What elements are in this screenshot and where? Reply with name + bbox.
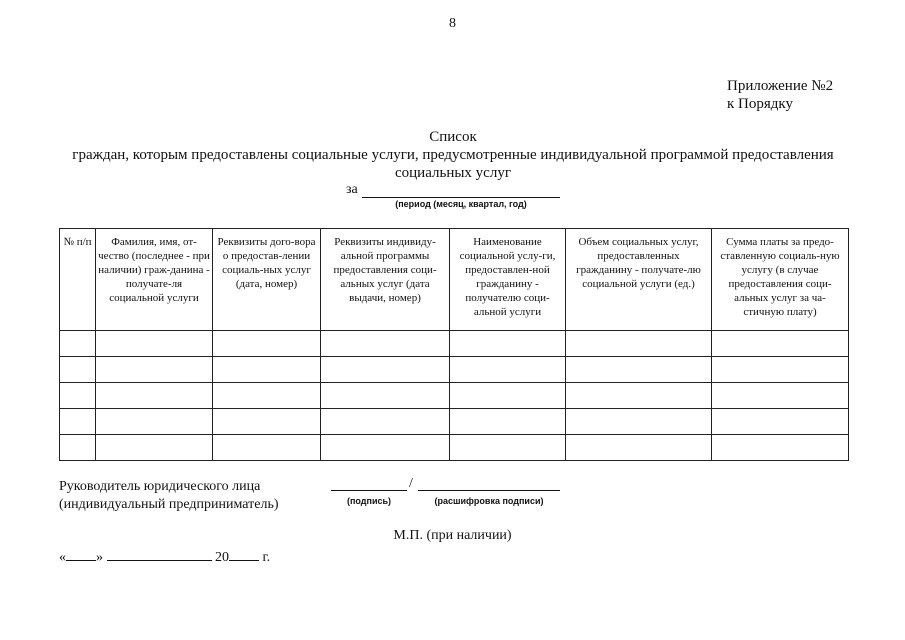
recipients-table	[59, 228, 849, 461]
table-cell[interactable]	[566, 409, 712, 435]
table-cell[interactable]	[566, 383, 712, 409]
table-cell[interactable]	[60, 435, 96, 461]
table-cell[interactable]	[96, 357, 213, 383]
table-cell[interactable]	[96, 383, 213, 409]
table-cell[interactable]	[60, 357, 96, 383]
table-header-row	[60, 229, 849, 331]
document-title	[40, 128, 866, 182]
col-header-service: Наименование социальной услу-ги, предоставлен-ной гражданину - получателю соци-альной услуги	[450, 229, 566, 331]
table-cell[interactable]	[60, 331, 96, 357]
period-field[interactable]	[362, 197, 560, 198]
date-line	[59, 546, 270, 566]
date-open-quote: «	[59, 550, 66, 565]
table-cell[interactable]	[566, 331, 712, 357]
table-cell[interactable]	[450, 409, 566, 435]
table-row	[60, 357, 849, 383]
table-row	[60, 331, 849, 357]
signature-decode-caption: (расшифровка подписи)	[434, 496, 544, 506]
signature-caption: (подпись)	[346, 496, 392, 506]
table-cell[interactable]	[712, 409, 849, 435]
col-header-program: Реквизиты индивиду-альной программы предоставления соци-альных услуг (дата выдачи, номер)	[321, 229, 450, 331]
table-cell[interactable]	[321, 383, 450, 409]
table-cell[interactable]	[450, 357, 566, 383]
col-header-volume: Объем социальных услуг, предоставленных гражданину - получате-лю социальной услуги (ед.)	[566, 229, 712, 331]
title-heading: Список	[429, 129, 477, 145]
table-cell[interactable]	[213, 331, 321, 357]
table-cell[interactable]	[321, 357, 450, 383]
table-body	[60, 331, 849, 461]
signature-slash: /	[409, 476, 413, 491]
table-cell[interactable]	[450, 331, 566, 357]
table-cell[interactable]	[566, 357, 712, 383]
table-cell[interactable]	[450, 383, 566, 409]
table-cell[interactable]	[213, 409, 321, 435]
signer-line2: (индивидуальный предприниматель)	[59, 497, 279, 512]
table-cell[interactable]	[213, 357, 321, 383]
col-header-payment: Сумма платы за предо-ставленную социаль-ную услугу (в случае предоставления соци-альных услуг за ча-стичную плату)	[712, 229, 849, 331]
table-cell[interactable]	[450, 435, 566, 461]
table-cell[interactable]	[566, 435, 712, 461]
table-cell[interactable]	[96, 435, 213, 461]
table-cell[interactable]	[96, 409, 213, 435]
table-cell[interactable]	[712, 383, 849, 409]
table-cell[interactable]	[96, 331, 213, 357]
title-line2: граждан, которым предоставлены социальные услуги, предусмотренные индивидуальной программой предоставления	[72, 147, 834, 163]
title-line3: социальных услуг	[395, 165, 511, 181]
signature-decode-field[interactable]	[418, 490, 560, 491]
appendix-reference	[727, 77, 833, 113]
date-close-quote: »	[96, 550, 103, 565]
date-day-field[interactable]	[66, 546, 96, 561]
date-year-suffix: г.	[262, 550, 271, 565]
table-cell[interactable]	[712, 435, 849, 461]
table-cell[interactable]	[213, 383, 321, 409]
table-row	[60, 409, 849, 435]
signature-field[interactable]	[331, 490, 407, 491]
appendix-line2: к Порядку	[727, 96, 793, 112]
table-cell[interactable]	[60, 383, 96, 409]
appendix-line1: Приложение №2	[727, 78, 834, 94]
period-caption: (период (месяц, квартал, год)	[395, 199, 527, 209]
col-header-name: Фамилия, имя, от-чество (последнее - при наличии) граж-данина - получате-ля социальной услуги	[96, 229, 213, 331]
date-year-prefix: 20	[215, 550, 229, 565]
page-number: 8	[449, 16, 456, 31]
date-year-field[interactable]	[229, 546, 259, 561]
date-month-field[interactable]	[107, 546, 212, 561]
table-cell[interactable]	[712, 357, 849, 383]
signer-line1: Руководитель юридического лица	[59, 479, 261, 494]
table-cell[interactable]	[321, 409, 450, 435]
col-header-number: № п/п	[60, 229, 96, 331]
col-header-contract: Реквизиты дого-вора о предостав-лении социаль-ных услуг (дата, номер)	[213, 229, 321, 331]
table-cell[interactable]	[712, 331, 849, 357]
signer-title	[59, 478, 279, 514]
table-cell[interactable]	[60, 409, 96, 435]
table-row	[60, 383, 849, 409]
table-cell[interactable]	[213, 435, 321, 461]
table-cell[interactable]	[321, 435, 450, 461]
stamp-note: М.П. (при наличии)	[393, 528, 512, 543]
period-label: за	[346, 182, 358, 197]
table-cell[interactable]	[321, 331, 450, 357]
table-row	[60, 435, 849, 461]
